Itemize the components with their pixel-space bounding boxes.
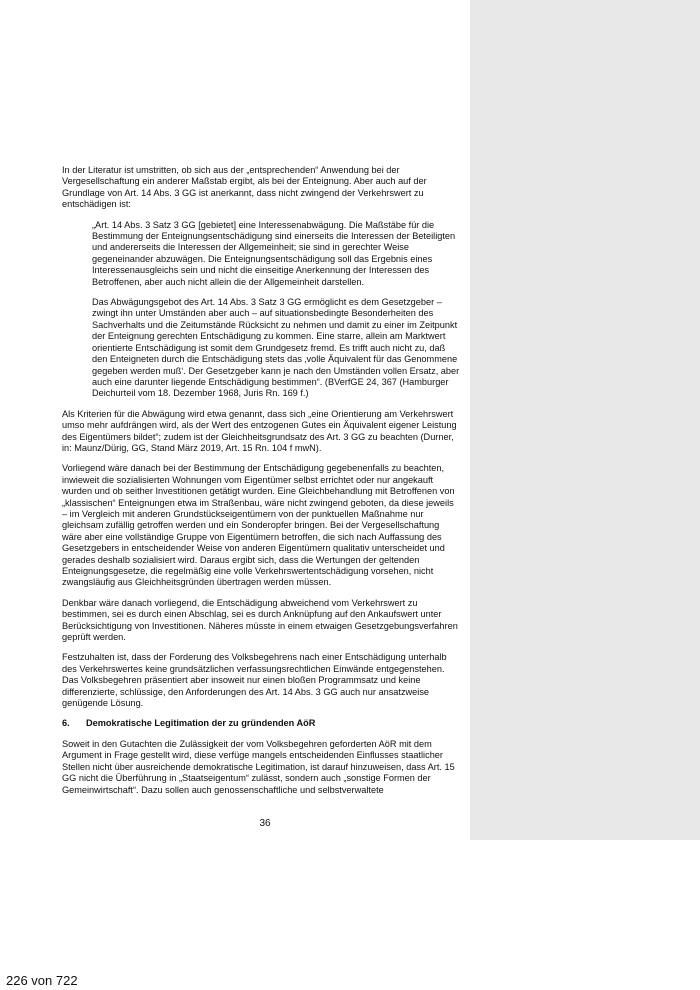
paragraph-6: Soweit in den Gutachten die Zulässigkeit der vom Volksbegehren geforderten AöR mit dem Argument in Frage gestellt wird, diese verfüge mangels entscheidenden Einflusses staatlicher Stellen nicht über ausreichende demokratische Legitimation, ist darauf hinzuweisen, dass Art. 15 GG nicht die Überführung in „Staatseigentum“ zulässt, sondern auch „sonstige Formen der Gemeinwirtschaft“. Dazu sollen auch genossenschaftliche und selbstverwaltete: [62, 738, 455, 795]
paragraph-4: Denkbar wäre danach vorliegend, die Entschädigung abweichend vom Verkehrswert zu bestimmen, sei es durch einen Abschlag, sei es durch Anknüpfung auf den Ankaufswert unter Berücksichtigung von Investitionen. Näheres müsste in einem etwaigen Gesetzgebungsverfahren geprüft werden.: [62, 597, 458, 643]
paragraph-1: In der Literatur ist umstritten, ob sich aus der „entsprechenden“ Anwendung bei der Vergesellschaftung ein anderer Maßstab ergibt, als bei der Enteignung. Aber auch auf der Grundlage von Art. 14 Abs. 3 GG ist anerkannt, dass nicht zwingend der Verkehrswert zu entschädigen ist:: [62, 165, 427, 210]
paragraph-3: Vorliegend wäre danach bei der Bestimmung der Entschädigung gegebenenfalls zu beachten, inwieweit die sozialisierten Wohnungen vom Eigentümer selbst errichtet oder nur angekauft wurden und ob seither Investitionen getätigt wurden. Eine Gleichbehandlung mit Betroffenen von „klassischen“ Enteignungen etwa im Straßenbau, wäre nicht zwingend geboten, da diese jeweils – im Vergleich mit anderen Grundstückseigentümern von der punktuellen Maßnahme nur gleichsam zufällig getroffen werden und ein Sonderopfer bringen. Bei der Vergesellschaftung wäre aber eine vollständige Gruppe von Eigentümern betroffen, die sich nach Auffassung des Gesetzgebers in entscheidender Weise von anderen Eigentümern qualitativ unterscheidet und gerades deshalb sozialisiert wird. Daraus ergibt sich, dass die Wertungen der geltenden Enteignungsgesetze, die regelmäßig eine volle Verkehrswertentschädigung vorsehen, nicht zwangsläufig aus Gleichheitsgründen übertragen werden müssen.: [62, 463, 455, 588]
quote-paragraph-1: „Art. 14 Abs. 3 Satz 3 GG [gebietet] eine Interessenabwägung. Die Maßstäbe für die Bestimmung der Enteignungsentschädigung sind einerseits die Interessen der Beteiligten und andererseits die Interessen der Allgemeinheit; sie sind in gerechter Weise gegeneinander abzuwägen. Die Enteignungsentschädigung soll das Ergebnis eines Interessenausgleichs sein und nicht die einseitige Anerkennung der Interessen des Betroffenen, aber auch nicht allein die der Allgemeinheit darstellen.: [92, 219, 456, 287]
page-counter: 226 von 722: [6, 973, 78, 988]
section-heading: [62, 718, 460, 729]
section-title: Demokratische Legitimation der zu gründenden AöR: [86, 718, 316, 729]
document-body: [62, 165, 460, 805]
quote-paragraph-2: Das Abwägungsgebot des Art. 14 Abs. 3 Satz 3 GG ermöglicht es dem Gesetzgeber – zwingt ihn unter Umständen aber auch – auf situationsbedingte Besonderheiten des Sachverhalts und die Zeitumstände Rücksicht zu nehmen und damit zu einer im Zeitpunkt der Enteignung gerechten Entschädigung zu kommen. Eine starre, allein am Marktwert orientierte Entschädigung ist somit dem Grundgesetz fremd. Es trifft auch nicht zu, daß den Enteigneten durch die Entschädigung stets das ‚volle Äquivalent für das Genommene gegeben werden muß‘. Der Gesetzgeber kann je nach den Umständen vollen Ersatz, aber auch eine darunter liegende Entschädigung bestimmen“. (BVerfGE 24, 367 (Hamburger Deichurteil vom 18. Dezember 1968, Juris Rn. 169 f.): [92, 297, 460, 399]
paragraph-2: Als Kriterien für die Abwägung wird etwa genannt, dass sich „eine Orientierung am Verkehrswert umso mehr aufdrängen wird, als der Wert des entzogenen Gutes ein Äquivalent eigener Leistung des Eigentümers bildet“; zudem ist der Gleichheitsgrundsatz des Art. 3 GG zu beachten (Durner, in: Maunz/Dürig, GG, Stand März 2019, Art. 15 Rn. 104 f mwN).: [62, 408, 457, 453]
comment-margin-panel: [470, 0, 700, 840]
page-number: 36: [259, 818, 271, 829]
paragraph-5: Festzuhalten ist, dass der Forderung des Volksbegehrens nach einer Entschädigung unterhalb des Verkehrswertes keine grundsätzlichen verfassungsrechtlichen Einwände entgegenstehen. Das Volksbegehren präsentiert aber insoweit nur einen bloßen Programmsatz und keine differenzierte, schlüssige, den Anforderungen des Art. 14 Abs. 3 GG auch nur ansatzweise genügende Lösung.: [62, 652, 447, 709]
section-number: 6.: [62, 718, 70, 729]
